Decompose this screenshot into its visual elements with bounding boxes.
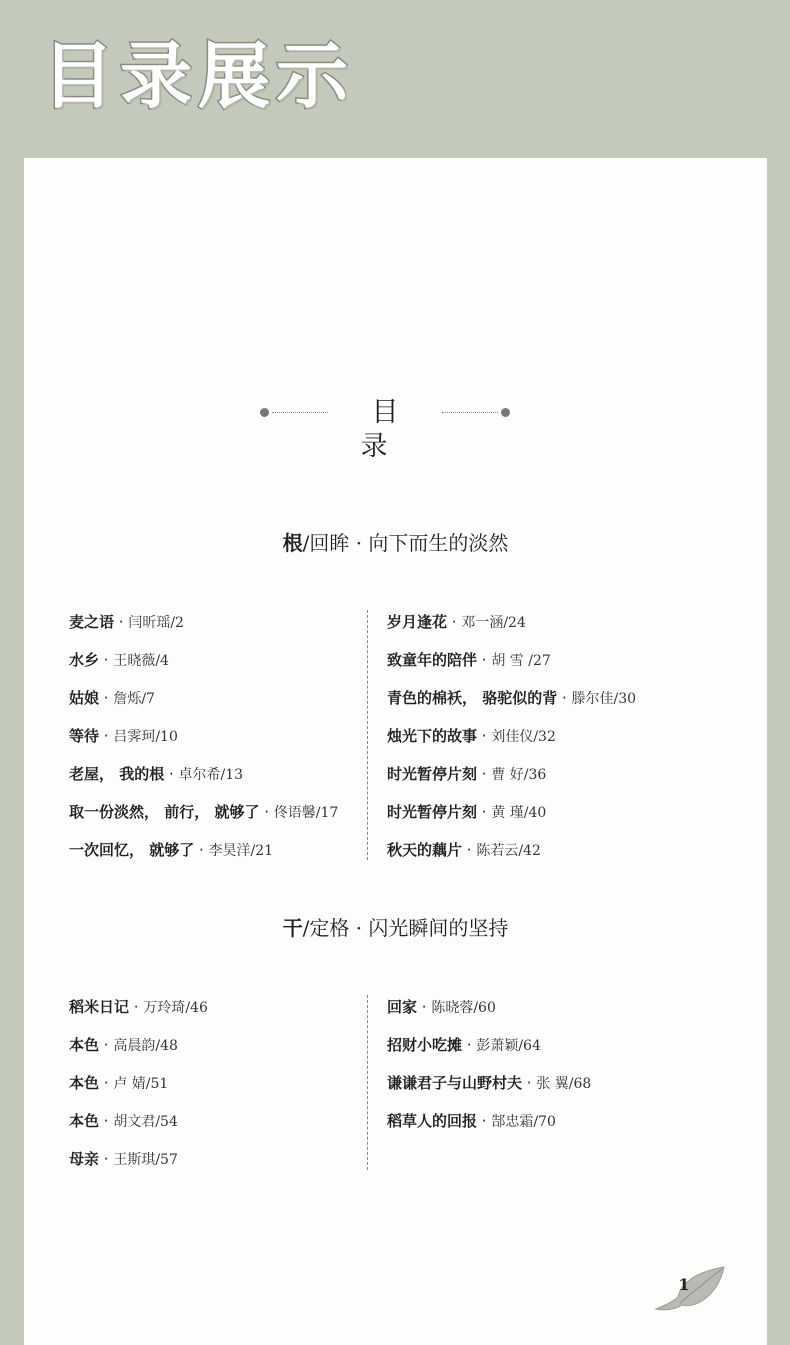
section-title-1-rest: /回眸 · 向下而生的淡然 [302, 531, 509, 555]
entry-author-page: 曹 好/36 [491, 767, 547, 783]
entry-title: 岁月逢花 [387, 613, 448, 631]
entry-author-page: 陈晓蓉/60 [431, 1000, 496, 1016]
entry-author-page: 滕尔佳/30 [571, 691, 637, 707]
entry-author-page: 闫昕瑶/2 [128, 615, 184, 631]
entry-separator: · [462, 841, 477, 859]
section-1-right-column [387, 610, 687, 876]
section-title-1-em: 根 [282, 531, 303, 555]
ornament-line-right [442, 412, 498, 413]
toc-entry[interactable] [69, 1147, 369, 1185]
entry-separator: · [114, 613, 129, 631]
entry-separator: · [129, 998, 144, 1016]
entry-separator: · [417, 998, 432, 1016]
page-number: 1 [678, 1275, 690, 1294]
entry-title: 谦谦君子与山野村夫 [387, 1074, 523, 1092]
toc-entry[interactable] [69, 995, 369, 1033]
toc-title: 目录 [360, 397, 421, 462]
entry-title: 秋天的藕片 [387, 841, 463, 859]
toc-entry[interactable] [69, 762, 369, 800]
entry-title: 本色 [69, 1074, 100, 1092]
entry-separator: · [164, 765, 179, 783]
entry-author-page: 张 翼/68 [536, 1076, 592, 1092]
entry-title: 母亲 [69, 1150, 100, 1168]
entry-separator: · [99, 1112, 114, 1130]
entry-author-page: 卓尔希/13 [178, 767, 244, 783]
entry-separator: · [99, 651, 114, 669]
entry-separator: · [477, 1112, 492, 1130]
toc-entry[interactable] [387, 838, 687, 876]
entry-separator: · [462, 1036, 477, 1054]
entry-separator: · [447, 613, 462, 631]
entry-separator: · [99, 689, 114, 707]
column-divider-1 [367, 610, 368, 860]
entry-author-page: 胡文君/54 [113, 1114, 178, 1130]
entry-title: 本色 [69, 1036, 100, 1054]
toc-entry[interactable] [387, 1071, 687, 1109]
entry-author-page: 卢 婧/51 [113, 1076, 169, 1092]
toc-entry[interactable] [387, 995, 687, 1033]
entry-author-page: 胡 雪 /27 [491, 653, 551, 669]
entry-author-page: 万玲琦/46 [143, 1000, 208, 1016]
entry-title: 稻米日记 [69, 998, 130, 1016]
entry-title: 稻草人的回报 [387, 1112, 478, 1130]
toc-entry[interactable] [69, 724, 369, 762]
section-title-2-rest: /定格 · 闪光瞬间的坚持 [302, 916, 509, 940]
entry-separator: · [477, 765, 492, 783]
entry-author-page: 邓一涵/24 [461, 615, 526, 631]
entry-title: 时光暂停片刻 [387, 803, 478, 821]
entry-title: 招财小吃摊 [387, 1036, 463, 1054]
entry-separator: · [99, 1150, 114, 1168]
entry-author-page: 王晓薇/4 [113, 653, 169, 669]
toc-entry[interactable] [387, 724, 687, 762]
entry-title: 致童年的陪伴 [387, 651, 478, 669]
entry-title: 麦之语 [69, 613, 115, 631]
toc-entry[interactable] [69, 1071, 369, 1109]
entry-author-page: 李昊洋/21 [208, 843, 274, 859]
entry-separator: · [477, 727, 492, 745]
banner-title: 目录展示 [42, 34, 355, 118]
toc-entry[interactable] [387, 648, 687, 686]
entry-separator: · [99, 1036, 114, 1054]
entry-title: 青色的棉袄， 骆驼似的背 [387, 689, 558, 707]
entry-title: 一次回忆， 就够了 [69, 841, 195, 859]
toc-entry[interactable] [387, 800, 687, 838]
ornament-dot-left [260, 408, 269, 417]
toc-entry[interactable] [69, 838, 369, 876]
toc-entry[interactable] [387, 1109, 687, 1147]
section-2-right-column [387, 995, 687, 1147]
section-title-2-em: 干 [282, 916, 303, 940]
toc-entry[interactable] [69, 686, 369, 724]
toc-entry[interactable] [387, 1033, 687, 1071]
entry-title: 水乡 [69, 651, 100, 669]
entry-author-page: 彭萧颖/64 [476, 1038, 541, 1054]
toc-header [260, 396, 510, 462]
entry-title: 姑娘 [69, 689, 100, 707]
entry-author-page: 陈若云/42 [476, 843, 541, 859]
entry-title: 回家 [387, 998, 418, 1016]
toc-entry[interactable] [69, 1033, 369, 1071]
entry-author-page: 王斯琪/57 [113, 1152, 178, 1168]
entry-author-page: 黄 瑾/40 [491, 805, 547, 821]
toc-entry[interactable] [69, 648, 369, 686]
entry-separator: · [477, 651, 492, 669]
book-page [24, 158, 767, 1345]
entry-title: 老屋， 我的根 [69, 765, 165, 783]
section-title-2 [24, 915, 767, 941]
column-divider-2 [367, 995, 368, 1170]
entry-title: 取一份淡然， 前行， 就够了 [69, 803, 260, 821]
toc-entry[interactable] [69, 610, 369, 648]
entry-author-page: 吕霁珂/10 [113, 729, 178, 745]
toc-entry[interactable] [387, 762, 687, 800]
entry-separator: · [99, 1074, 114, 1092]
entry-author-page: 郜忠霜/70 [491, 1114, 556, 1130]
entry-author-page: 詹烁/7 [113, 691, 155, 707]
entry-separator: · [477, 803, 492, 821]
toc-entry[interactable] [69, 1109, 369, 1147]
entry-title: 时光暂停片刻 [387, 765, 478, 783]
entry-separator: · [194, 841, 209, 859]
ornament-dot-right [501, 408, 510, 417]
entry-title: 烛光下的故事 [387, 727, 478, 745]
entry-title: 本色 [69, 1112, 100, 1130]
section-title-1 [24, 530, 767, 556]
toc-entry[interactable] [69, 800, 369, 838]
entry-separator: · [99, 727, 114, 745]
entry-separator: · [259, 803, 274, 821]
toc-entry[interactable] [387, 686, 687, 724]
section-1-left-column [69, 610, 369, 876]
entry-author-page: 高晨韵/48 [113, 1038, 178, 1054]
entry-separator: · [557, 689, 572, 707]
ornament-line-left [272, 412, 328, 413]
section-2-left-column [69, 995, 369, 1185]
toc-entry[interactable] [387, 610, 687, 648]
entry-author-page: 刘佳仪/32 [491, 729, 556, 745]
entry-title: 等待 [69, 727, 100, 745]
entry-separator: · [522, 1074, 537, 1092]
entry-author-page: 佟语馨/17 [273, 805, 339, 821]
